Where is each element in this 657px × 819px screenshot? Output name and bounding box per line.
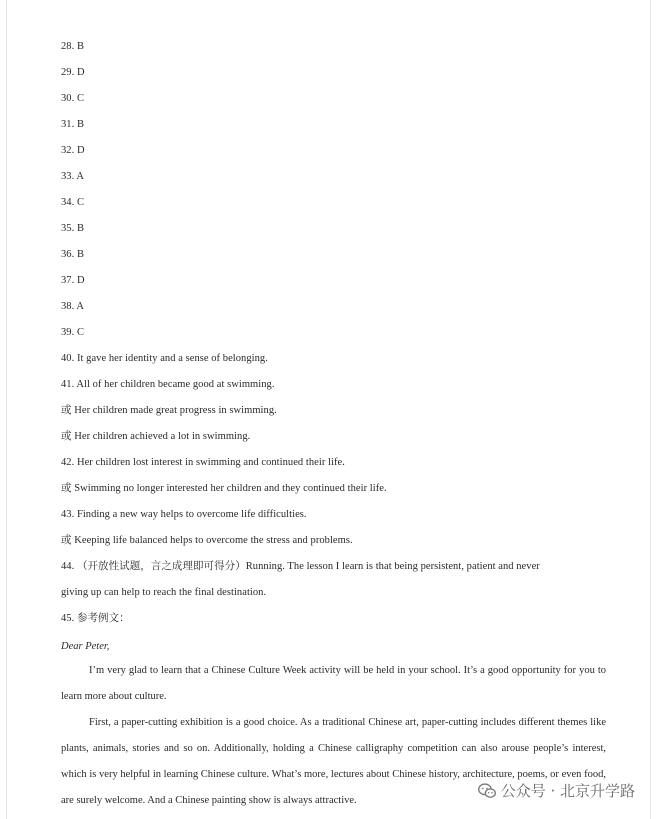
page-border-left (6, 0, 7, 819)
watermark-text: 公众号 · 北京升学路 (500, 782, 635, 800)
essay-paragraph: I’m very glad to learn that a Chinese Culture Week activity will be held in your school. It’s a good opportunity for you to learn more about culture. (61, 665, 606, 702)
answer-line: 30. C (61, 93, 85, 104)
answer-line: 36. B (61, 249, 85, 260)
answer-line: 41. All of her children became good at swimming. (61, 379, 275, 390)
answer-line-continuation: giving up can help to reach the final destination. (61, 587, 267, 598)
answer-line: 45. 参考例文： (61, 613, 130, 624)
answer-line: 31. B (61, 119, 85, 130)
answer-alt-line: 或 Swimming no longer interested her children and they continued their life. (61, 483, 387, 494)
answer-key (61, 40, 621, 638)
answer-line: 42. Her children lost interest in swimming and continued their life. (61, 457, 345, 468)
answer-alt-line: 或 Keeping life balanced helps to overcome the stress and problems. (61, 535, 353, 546)
answer-line: 39. C (61, 327, 85, 338)
answer-line: 28. B (61, 41, 85, 52)
answer-line: 38. A (61, 301, 85, 312)
answer-line: 32. D (61, 145, 85, 156)
answer-alt-line: 或 Her children made great progress in swimming. (61, 405, 277, 416)
essay-paragraph: First, a paper-cutting exhibition is a good choice. As a traditional Chinese art, paper-cutting includes different themes like plants, animals, stories and so on. Additionally, holding a Chinese calligraphy competition can also arouse people’s interest, which is very helpful in learning Chinese culture. What’s more, lectures about Chinese history, architecture, poems, or even food, are surely welcome. And a Chinese painting show is always attractive. (61, 717, 606, 806)
answer-line: 29. D (61, 67, 85, 78)
answer-line: 44. （开放性试题，言之成理即可得分）Running. The lesson I learn is that being persistent, patient and never (61, 561, 540, 572)
answer-line: 35. B (61, 223, 85, 234)
answer-line: 34. C (61, 197, 85, 208)
answer-line: 43. Finding a new way helps to overcome life difficulties. (61, 509, 307, 520)
answer-line: 40. It gave her identity and a sense of belonging. (61, 353, 268, 364)
answer-alt-line: 或 Her children achieved a lot in swimming. (61, 431, 251, 442)
answer-line: 37. D (61, 275, 85, 286)
page-border-right (650, 0, 651, 819)
wechat-icon (477, 781, 497, 801)
essay-salutation: Dear Peter, (61, 641, 110, 652)
answer-line: 33. A (61, 171, 85, 182)
watermark (477, 780, 635, 801)
